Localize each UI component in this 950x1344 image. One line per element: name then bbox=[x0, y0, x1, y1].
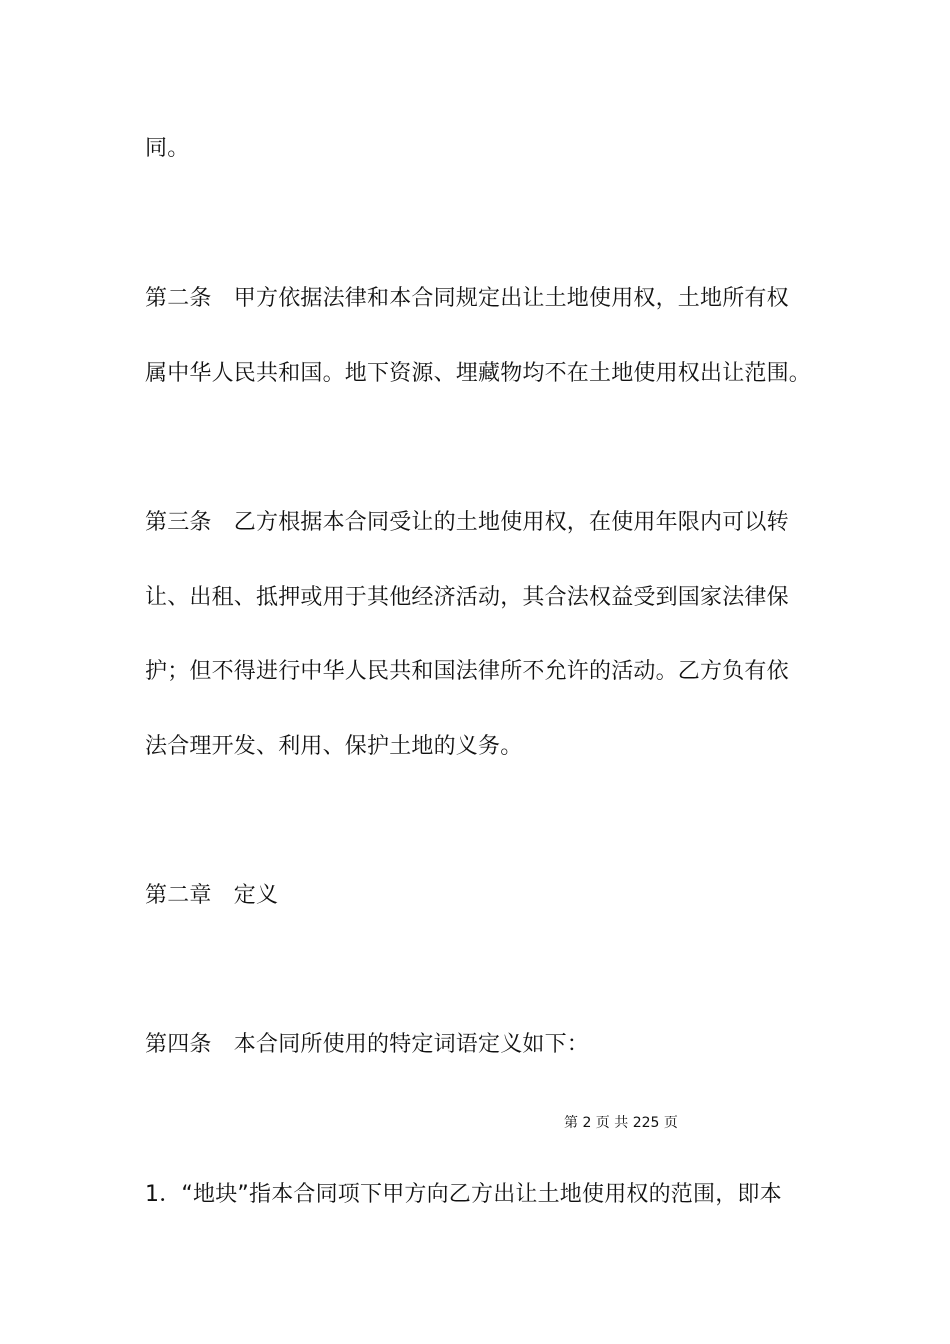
paragraph-line: 同。 bbox=[145, 136, 190, 161]
paragraph-line: 第三条 乙方根据本合同受让的土地使用权，在使用年限内可以转 bbox=[145, 510, 789, 535]
paragraph-line: 护；但不得进行中华人民共和国法律所不允许的活动。乙方负有依 bbox=[145, 659, 789, 684]
paragraph-line: 属中华人民共和国。地下资源、埋藏物均不在土地使用权出让范围。 bbox=[145, 361, 812, 386]
paragraph-line: 第二条 甲方依据法律和本合同规定出让土地使用权，土地所有权 bbox=[145, 286, 789, 311]
paragraph-line: 第四条 本合同所使用的特定词语定义如下： bbox=[145, 1032, 590, 1057]
page-number-footer: 第 2 页 共 225 页 bbox=[564, 1115, 678, 1131]
paragraph-line: 法合理开发、利用、保护土地的义务。 bbox=[145, 734, 523, 759]
chapter-heading: 第二章 定义 bbox=[145, 883, 279, 908]
paragraph-line: 让、出租、抵押或用于其他经济活动，其合法权益受到国家法律保 bbox=[145, 585, 789, 610]
paragraph-line: 1．“地块”指本合同项下甲方向乙方出让土地使用权的范围，即本 bbox=[145, 1182, 782, 1207]
